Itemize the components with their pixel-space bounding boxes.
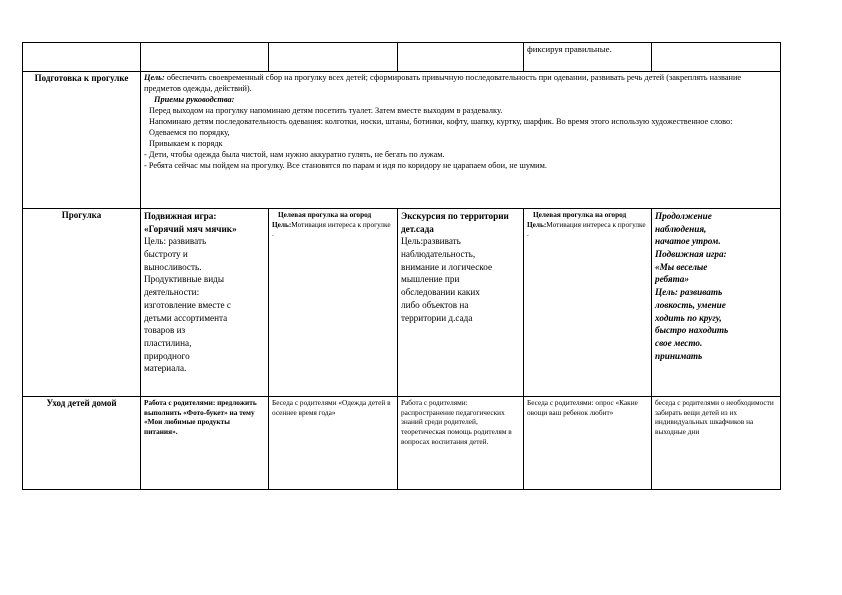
- walk-c1-line: деятельности:: [144, 287, 200, 298]
- row-label-preparation: [23, 72, 141, 209]
- walk-c1-line: природного: [144, 350, 190, 361]
- row-label-walk: [23, 209, 141, 397]
- leave-cell-2: [269, 397, 398, 490]
- prep-line-4: Привыкаем к порядк: [149, 138, 223, 148]
- walk-c1-line: Продуктивные виды: [144, 274, 225, 285]
- walk-c5-line: ребята»: [655, 274, 689, 285]
- prep-line-3: Одеваемся по порядку,: [149, 127, 230, 137]
- walk-c3-line: внимание и логическое: [401, 261, 493, 272]
- top-cell-2: [141, 43, 269, 72]
- table-row-preparation: [23, 72, 781, 209]
- walk-c1-line: товаров из: [144, 325, 186, 336]
- leave-c5-text: беседа с родителями о необходимости забирать вещи детей из их индивидуальных шкафчиков на выходные дни: [655, 398, 774, 436]
- walk-c1-line: быстроту и: [144, 249, 188, 260]
- goal-prefix: Цель:: [144, 73, 165, 82]
- goal-text: обеспечить своевременный сбор на прогулку всех детей; сформировать привычную последовательность при одевании, развивать речь детей (закреплять название предметов одежды, действий).: [144, 73, 742, 93]
- walk-c5-line: Подвижная игра:: [655, 249, 727, 260]
- preparation-content: [141, 72, 781, 209]
- walk-c5-line: свое место.: [655, 337, 703, 348]
- walk-c1-line: детьми ассортимента: [144, 312, 228, 323]
- walk-cell-5: [652, 209, 781, 397]
- walk-c3-line: Цель:развивать: [401, 236, 461, 247]
- row-label-walk-text: Прогулка: [61, 210, 102, 220]
- top-cell-6: [652, 43, 781, 72]
- walk-c1-line: изготовление вместе с: [144, 299, 231, 310]
- top-cell-5-text: фиксируя правильные.: [527, 44, 612, 54]
- walk-c1-line: выносливость.: [144, 261, 202, 272]
- walk-c2-goal: Мотивация интереса к прогулке .: [272, 219, 391, 239]
- row-label-leave: [23, 397, 141, 490]
- walk-c5-line: Цель: развивать: [655, 287, 723, 298]
- row-label-leave-text: Уход детей домой: [46, 398, 117, 408]
- walk-cell-1: [141, 209, 269, 397]
- methods-title: Приемы руководства:: [154, 94, 235, 104]
- walk-c3-line: территории д.сада: [401, 312, 473, 323]
- walk-c4-goal: Мотивация интереса к прогулке .: [527, 219, 646, 239]
- walk-c1-title: Подвижная игра:: [144, 211, 217, 221]
- leave-cell-5: [652, 397, 781, 490]
- leave-c2-text: Беседа с родителями «Одежда детей в осеннее время года»: [272, 398, 391, 417]
- prep-line-5: - Дети, чтобы одежда была чистой, нам нужно аккуратно гулять, не бегать по лужам.: [144, 149, 445, 159]
- walk-c1-line: Цель: развивать: [144, 236, 207, 247]
- leave-c1-text: Работа с родителями: предложить выполнить «Фото-букет» на тему «Мои любимые продукты питания».: [144, 398, 257, 436]
- prep-line-1: Перед выходом на прогулку напоминаю детям посетить туалет. Затем вместе выходим в раздевалку.: [149, 105, 503, 115]
- leave-cell-1: [141, 397, 269, 490]
- top-cell-1: [23, 43, 141, 72]
- walk-c1-line: материала.: [144, 363, 187, 374]
- walk-cell-4: [524, 209, 652, 397]
- leave-cell-3: [398, 397, 524, 490]
- walk-c5-line: наблюдения,: [655, 223, 707, 234]
- walk-c5-line: ловкость, умение: [655, 299, 726, 310]
- walk-c4-title: Целевая прогулка на огород: [533, 210, 627, 219]
- lesson-plan-table: [22, 42, 781, 490]
- walk-c1-game: «Горячий мяч мячик»: [144, 223, 237, 234]
- prep-line-6: - Ребята сейчас мы пойдем на прогулку. Все становятся по парам и идя по коридору не царапаем обои, не шумим.: [144, 160, 547, 170]
- walk-c4-goal-label: Цель:: [527, 219, 547, 229]
- table-row-top: [23, 43, 781, 72]
- table-row-leave: [23, 397, 781, 490]
- leave-cell-4: [524, 397, 652, 490]
- walk-c5-line: Продолжение: [655, 211, 712, 221]
- leave-c4-text: Беседа с родителями: опрос «Какие овощи ваш ребенок любит»: [527, 398, 638, 417]
- top-cell-5: [524, 43, 652, 72]
- walk-c5-line: быстро находить: [655, 325, 729, 336]
- walk-c1-line: пластилина,: [144, 337, 192, 348]
- prep-line-2: Напоминаю детям последовательность одевания: колготки, носки, штаны, ботинки, кофту, шапку, куртку, шарфик. Во время этого использую художественное слово:: [149, 116, 733, 126]
- walk-c5-line: принимать: [655, 350, 703, 361]
- leave-c3-text: Работа с родителями: распространение педагогических знаний среди родителей, теоретическая помощь родителям в вопросах воспитания детей.: [401, 398, 512, 446]
- walk-c5-line: начатое утром.: [655, 236, 721, 247]
- walk-c2-goal-label: Цель:: [272, 219, 292, 229]
- walk-c3-line: мышление при: [401, 274, 460, 285]
- walk-c3-line: обследовании каких: [401, 287, 480, 298]
- walk-c2-title: Целевая прогулка на огород: [278, 210, 372, 219]
- walk-c3-line: либо объектов на: [401, 299, 469, 310]
- row-label-preparation-text: Подготовка к прогулке: [34, 73, 129, 83]
- walk-c3-title: Экскурсия по территории дет.сада: [401, 211, 509, 234]
- top-cell-3: [269, 43, 398, 72]
- walk-cell-3: [398, 209, 524, 397]
- top-cell-4: [398, 43, 524, 72]
- walk-c5-line: «Мы веселые: [655, 261, 708, 272]
- walk-cell-2: [269, 209, 398, 397]
- table-row-walk: [23, 209, 781, 397]
- walk-c5-line: ходить по кругу,: [655, 312, 722, 323]
- walk-c3-line: наблюдательность,: [401, 249, 476, 260]
